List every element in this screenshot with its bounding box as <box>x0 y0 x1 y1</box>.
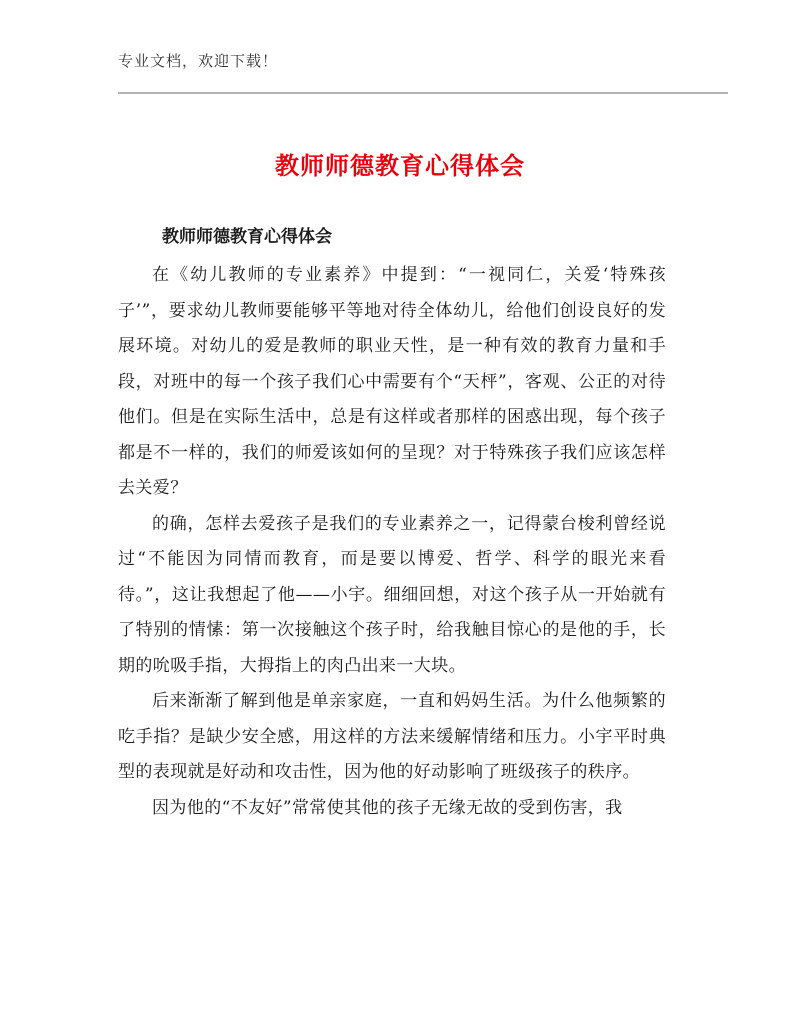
page-header: 专业文档，欢迎下载！ <box>118 52 279 70</box>
document-subtitle: 教师师德教育心得体会 <box>162 227 332 247</box>
paragraph: 因为他的“不友好”常常使其他的孩子无缘无故的受到伤害，我 <box>152 797 623 818</box>
header-divider <box>118 92 728 94</box>
paragraph: 在《幼儿教师的专业素养》中提到：“一视同仁，关爱‘特殊孩子’”，要求幼儿教师要能够平等地对待全体幼儿，给他们创设良好的发展环境。对幼儿的爱是教师的职业天性，是一种有效的教育力量和手段，对班中的每一个孩子我们心中需要有个“天枰”，客观、公正的对待他们。但是在实际生活中，总是有这样或者那样的困惑出现，每个孩子都是不一样的，我们的师爱该如何的呈现？对于特殊孩子我们应该怎样去关爱？ <box>118 265 666 498</box>
paragraph: 后来渐渐了解到他是单亲家庭，一直和妈妈生活。为什么他频繁的吃手指？是缺少安全感，用这样的方法来缓解情绪和压力。小宇平时典型的表现就是好动和攻击性，因为他的好动影响了班级孩子的秩序。 <box>118 691 666 782</box>
document-title: 教师师德教育心得体会 <box>275 152 525 180</box>
paragraph: 的确，怎样去爱孩子是我们的专业素养之一，记得蒙台梭利曾经说过“不能因为同情而教育，而是要以博爱、哲学、科学的眼光来看待。”，这让我想起了他——小宇。细细回想，对这个孩子从一开始就有了特别的情愫：第一次接触这个孩子时，给我触目惊心的是他的手，长期的吮吸手指，大拇指上的肉凸出来一大块。 <box>118 513 666 676</box>
document-body <box>118 258 666 826</box>
